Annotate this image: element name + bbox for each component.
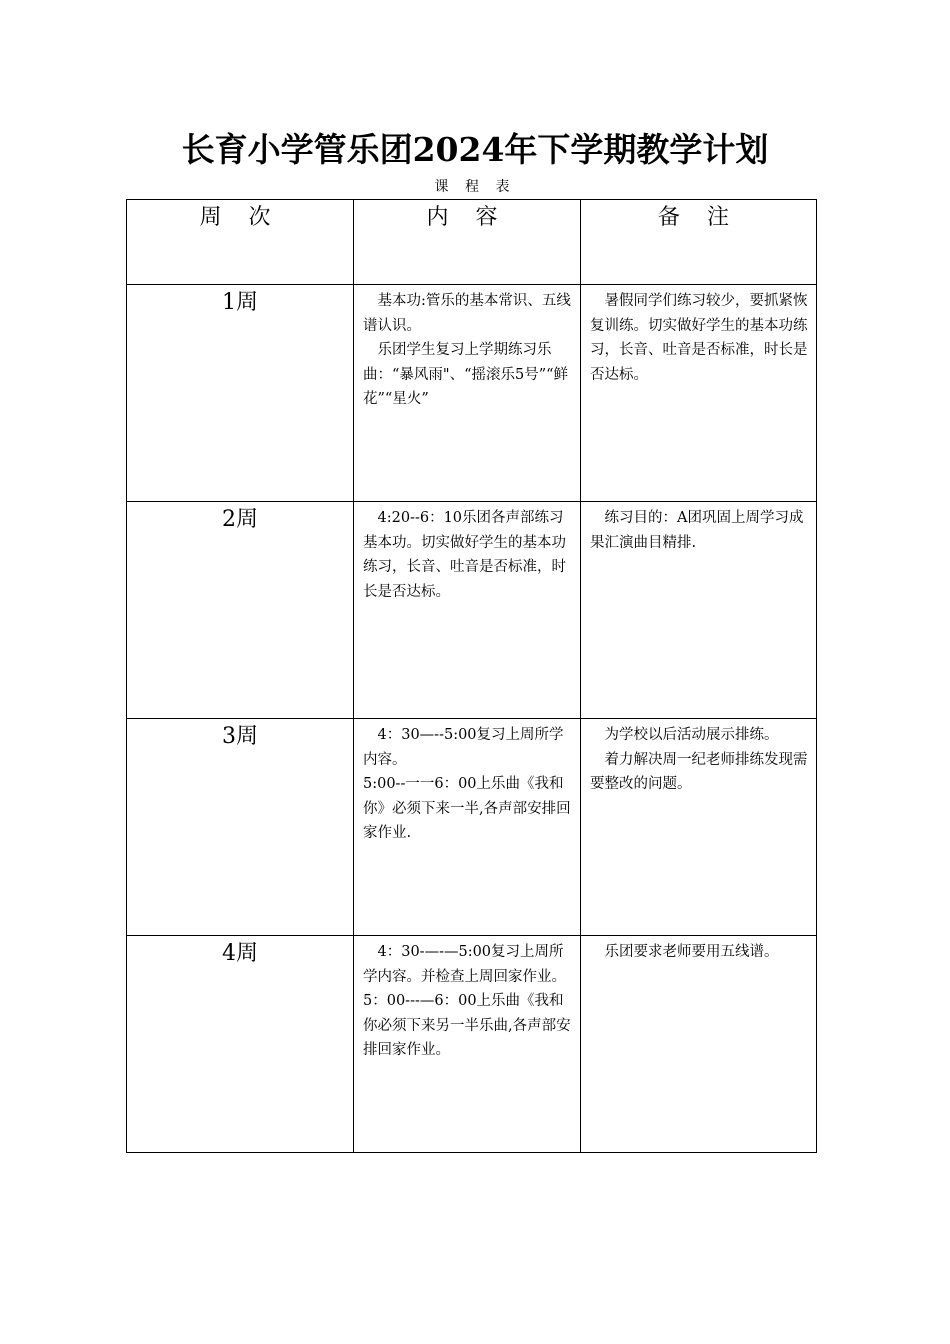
- week-cell: 2周: [127, 502, 354, 719]
- notes-line: 暑假同学们练习较少，要抓紧恢复训练。切实做好学生的基本功练习，长音、吐音是否标准，时长是否达标。: [590, 293, 808, 383]
- header-notes: 备 注: [581, 200, 817, 285]
- table-row: [127, 285, 817, 502]
- document-title: 长育小学管乐团2024年下学期教学计划: [181, 130, 769, 169]
- week-cell: 4周: [127, 936, 354, 1153]
- content-cell: [354, 719, 581, 936]
- table-body: [127, 285, 817, 1153]
- header-week: 周 次: [127, 200, 354, 285]
- notes-line: 练习目的：A团巩固上周学习成果汇演曲目精排.: [590, 510, 804, 551]
- table-row: [127, 719, 817, 936]
- content-line: 4：30-—-—5:00复习上周所学内容。并检查上周回家作业。: [363, 944, 566, 985]
- content-line: 4：30—--5:00复习上周所学内容。: [363, 727, 564, 768]
- content-line: 4:20--6：10乐团各声部练习基本功。切实做好学生的基本功练习，长音、吐音是否标准，时长是否达标。: [363, 510, 566, 600]
- notes-cell: [581, 719, 817, 936]
- notes-cell: [581, 936, 817, 1153]
- notes-line: 乐团要求老师要用五线谱。: [604, 944, 779, 960]
- content-cell: [354, 285, 581, 502]
- schedule-table: [126, 199, 817, 1153]
- notes-cell: [581, 285, 817, 502]
- week-cell: 1周: [127, 285, 354, 502]
- notes-line: 着力解决周一纪老师排练发现需要整改的问题。: [590, 751, 808, 792]
- table-header-row: [127, 200, 817, 285]
- table-row: [127, 502, 817, 719]
- content-line: 5：00---—6：00上乐曲《我和你必须下来另一半乐曲,各声部安排回家作业。: [363, 993, 571, 1058]
- content-line: 乐团学生复习上学期练习乐曲：“暴风雨"、“摇滚乐5号”“鲜花”“星火”: [363, 342, 569, 407]
- notes-cell: [581, 502, 817, 719]
- content-line: 5:00--一一6：00上乐曲《我和你》必须下来一半,各声部安排回家作业.: [363, 776, 571, 841]
- header-content: 内 容: [354, 200, 581, 285]
- content-line: 基本功:管乐的基本常识、五线谱认识。: [363, 293, 571, 334]
- document-subtitle: 课 程 表: [434, 179, 516, 195]
- content-cell: [354, 936, 581, 1153]
- week-cell: 3周: [127, 719, 354, 936]
- content-cell: [354, 502, 581, 719]
- notes-line: 为学校以后活动展示排练。: [604, 727, 779, 743]
- table-row: [127, 936, 817, 1153]
